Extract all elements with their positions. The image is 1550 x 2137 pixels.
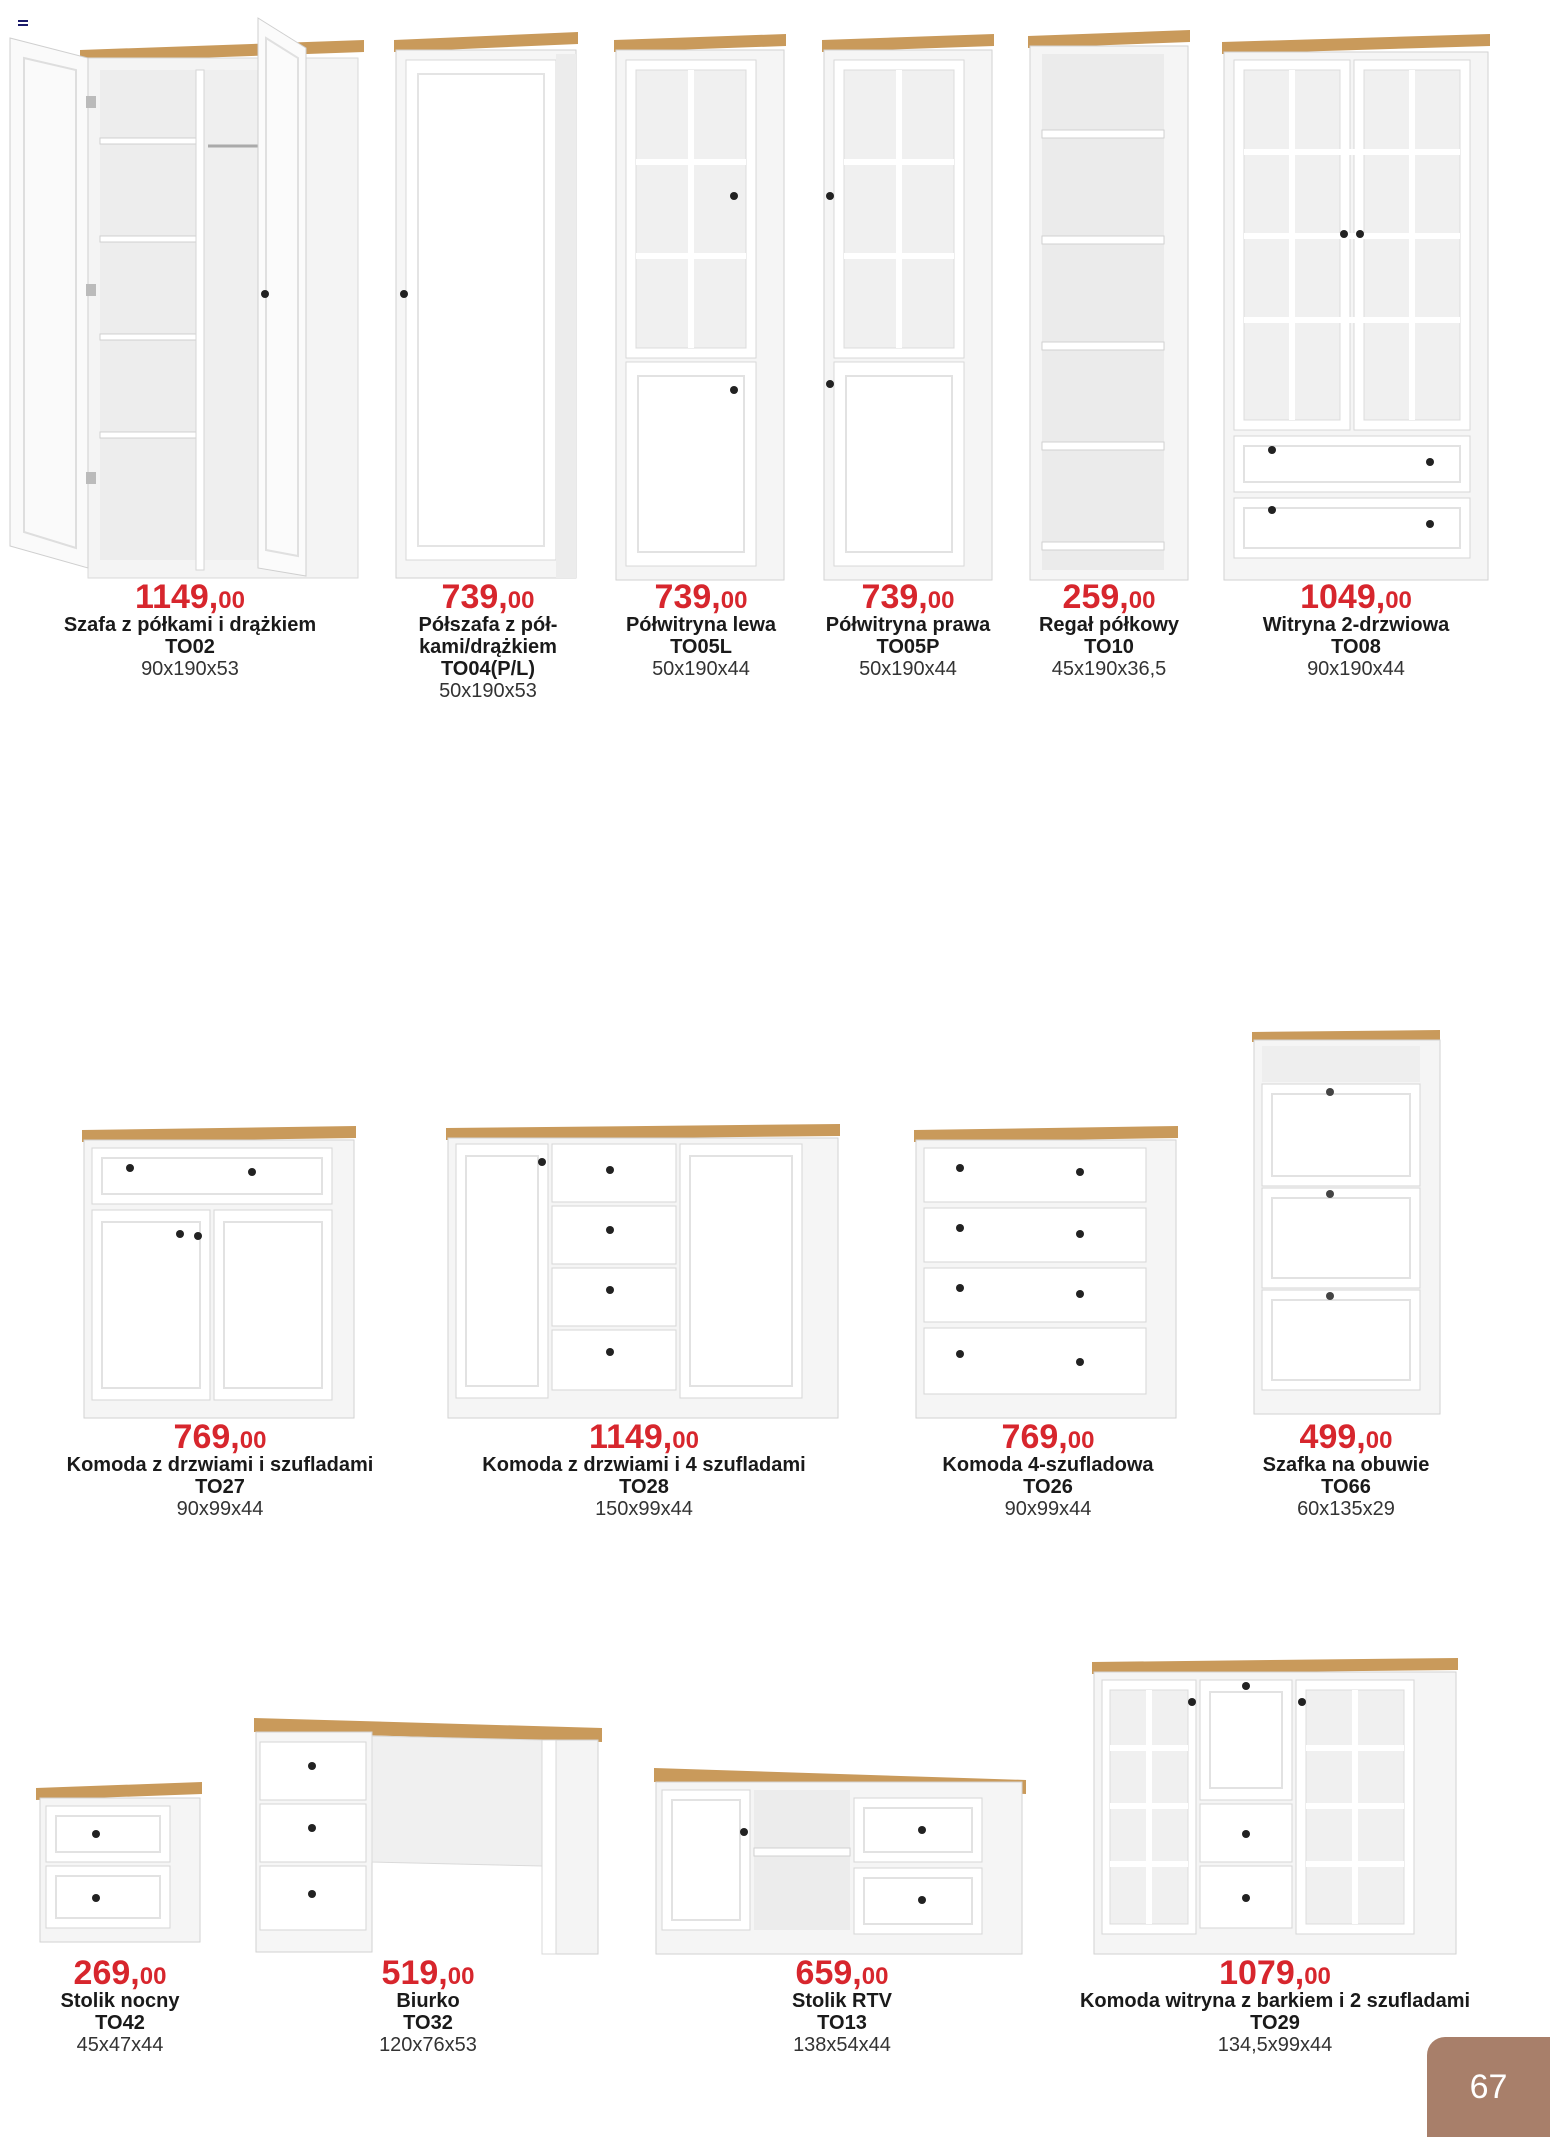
product-name: Stolik RTV [791,1990,892,2012]
product-code: TO28 [619,1476,669,1498]
product-dims: 138x54x44 [793,2034,891,2056]
product-name: Stolik nocny [60,1990,180,2012]
wardrobe-open-icon [8,8,364,580]
product-name: Półwitryna lewa [625,614,777,636]
glass-cabinet-left-icon [612,26,788,582]
product-to08 [1226,580,1486,680]
price: 269,00 [73,1954,167,1992]
product-dims: 50x190x44 [859,658,957,680]
tv-stand-icon [652,1764,1028,1956]
chest-of-drawers-icon [912,1124,1182,1420]
product-to42 [30,1956,210,2056]
dresser-doors-drawer-icon [80,1124,360,1420]
product-code: TO08 [1331,636,1381,658]
product-code: TO10 [1084,636,1134,658]
page-number-tab [1427,2037,1550,2137]
product-dims: 134,5x99x44 [1217,2034,1333,2056]
desk-icon [252,1716,604,1956]
product-dims: 45x190x36,5 [1051,658,1167,680]
price: 259,00 [1062,578,1156,616]
product-name: Szafa z półkami i drążkiem [63,614,317,636]
shelf-unit-icon [1026,22,1192,582]
product-code: TO05P [876,636,940,658]
product-code: TO27 [195,1476,245,1498]
page-number: 67 [1469,2067,1508,2106]
price: 519,00 [381,1954,475,1992]
price: 499,00 [1299,1418,1393,1456]
half-wardrobe-icon [392,24,582,580]
product-name: Półszafa z pół- [418,614,558,636]
product-name: Komoda z drzwiami i szufladami [66,1454,374,1476]
product-dims: 90x190x53 [141,658,239,680]
product-to27 [50,1420,390,1520]
price: 1049,00 [1300,578,1412,616]
product-to29 [1070,1956,1480,2056]
product-to32 [338,1956,518,2056]
price: 739,00 [441,578,535,616]
product-to26 [908,1420,1188,1520]
product-dims: 50x190x44 [652,658,750,680]
product-name-line2: kami/drążkiem [419,636,557,658]
product-to28 [464,1420,824,1520]
product-code: TO29 [1250,2012,1300,2034]
product-dims: 50x190x53 [439,680,537,702]
shoe-cabinet-icon [1250,1028,1442,1416]
price: 769,00 [173,1418,267,1456]
price: 659,00 [795,1954,889,1992]
product-code: TO04(P/L) [440,658,536,680]
product-code: TO32 [403,2012,453,2034]
price: 1079,00 [1219,1954,1331,1992]
nightstand-icon [34,1778,204,1944]
product-code: TO26 [1023,1476,1073,1498]
product-name: Komoda z drzwiami i 4 szufladami [482,1454,806,1476]
product-code: TO02 [165,636,215,658]
product-dims: 90x99x44 [1004,1498,1092,1520]
product-name: Komoda witryna z barkiem i 2 szufladami [1079,1990,1471,2012]
glass-cabinet-right-icon [820,26,996,582]
price: 739,00 [654,578,748,616]
price: 1149,00 [135,578,245,616]
product-name: Biurko [396,1990,460,2012]
price: 739,00 [861,578,955,616]
product-to04 [390,580,586,702]
product-to02 [40,580,340,680]
product-dims: 150x99x44 [595,1498,693,1520]
product-to10 [1016,580,1202,680]
product-name: Szafka na obuwie [1262,1454,1430,1476]
product-code: TO42 [95,2012,145,2034]
product-code: TO13 [817,2012,867,2034]
display-dresser-icon [1090,1656,1460,1956]
product-to13 [752,1956,932,2056]
price: 769,00 [1001,1418,1095,1456]
product-name: Komoda 4-szufladowa [942,1454,1154,1476]
product-code: TO05L [670,636,732,658]
product-name: Regał półkowy [1038,614,1180,636]
product-dims: 90x190x44 [1307,658,1405,680]
product-dims: 45x47x44 [76,2034,164,2056]
product-code: TO66 [1321,1476,1371,1498]
product-dims: 90x99x44 [176,1498,264,1520]
product-to05p [808,580,1008,680]
sideboard-icon [444,1120,844,1420]
product-to05l [606,580,796,680]
product-name: Witryna 2-drzwiowa [1262,614,1450,636]
price: 1149,00 [589,1418,699,1456]
product-dims: 120x76x53 [379,2034,477,2056]
product-dims: 60x135x29 [1297,1498,1395,1520]
double-glass-cabinet-icon [1220,22,1492,584]
product-name: Półwitryna prawa [825,614,991,636]
product-to66 [1236,1420,1456,1520]
